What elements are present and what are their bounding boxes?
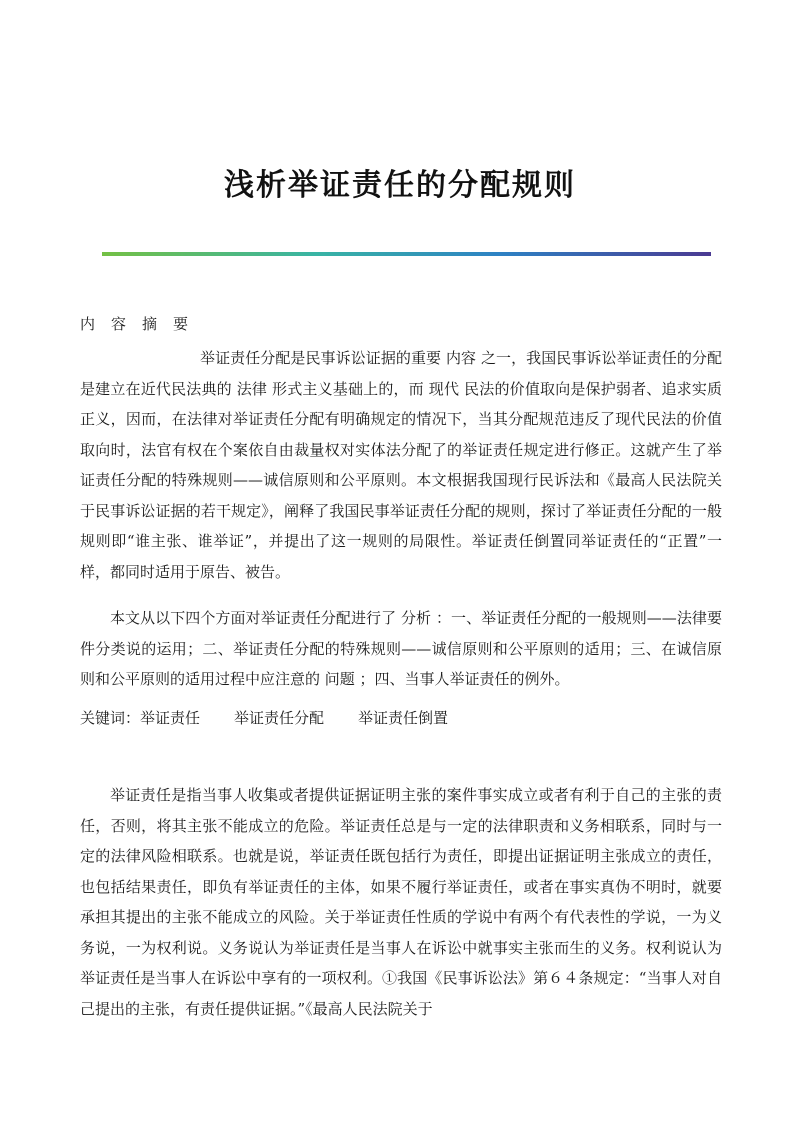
body-text-1: 举证责任是指当事人收集或者提供证据证明主张的案件事实成立或者有利于自己的主张的责任，否则，将其主张不能成立的危险。举证责任总是与一定的法律职责和义务相联系，同时与一定的法律风险相联系。也就是说，举证责任既包括行为责任，即提出证据证明主张成立的责任，也包括结果责任，即负有举证责任的主体，如果不履行举证责任，或者在事实真伪不明时，就要承担其提出的主张不能成立的风险。关于举证责任性质的学说中有两个有代表性的学说，一为义务说，一为权利说。义务说认为举证责任是当事人在诉讼中就事实主张而生的义务。权利说认为举证责任是当事人在诉讼中享有的一项权利。①我国《民事诉讼法》第６４条规定：“当事人对自己提出的主张，有责任提供证据。”《最高人民法院关于 bbox=[80, 786, 722, 1018]
keywords-label: 关键词： bbox=[80, 709, 141, 727]
title-divider bbox=[102, 252, 711, 256]
keyword-item: 举证责任倒置 bbox=[358, 709, 449, 727]
page-title: 浅析举证责任的分配规则 bbox=[224, 168, 576, 203]
keyword-item: 举证责任分配 bbox=[234, 709, 325, 727]
body-paragraph-1 bbox=[80, 780, 722, 1024]
abstract-text-1: 举证责任分配是民事诉讼证据的重要 内容 之一，我国民事诉讼举证责任的分配是建立在近代民法典的 法律 形式主义基础上的，而 现代 民法的价值取向是保护弱者、追求实质正义，因而，在法律对举证责任分配有明确规定的情况下，当其分配规范违反了现代民法的价值取向时，法官有权在个案依自由裁量权对实体法分配了的举证责任规定进行修正。这就产生了举证责任分配的特殊规则——诚信原则和公平原则。本文根据我国现行民诉法和《最高人民法院关于民事诉讼证据的若干规定》，阐释了我国民事举证责任分配的规则，探讨了举证责任分配的一般规则即“谁主张、谁举证”，并提出了这一规则的局限性。举证责任倒置同举证责任的“正置”一样，都同时适用于原告、被告。 bbox=[80, 349, 722, 581]
abstract-paragraph-1 bbox=[80, 343, 722, 587]
keywords-line bbox=[80, 707, 482, 728]
abstract-text-2: 本文从以下四个方面对举证责任分配进行了 分析 ：一、举证责任分配的一般规则——法律要件分类说的运用；二、举证责任分配的特殊规则——诚信原则和公平原则的适用；三、在诚信原则和公平原则的适用过程中应注意的 问题 ；四、当事人举证责任的例外。 bbox=[80, 609, 722, 688]
abstract-paragraph-2 bbox=[80, 603, 722, 695]
keyword-item: 举证责任 bbox=[140, 709, 201, 727]
abstract-label: 内容摘要 bbox=[80, 315, 205, 333]
